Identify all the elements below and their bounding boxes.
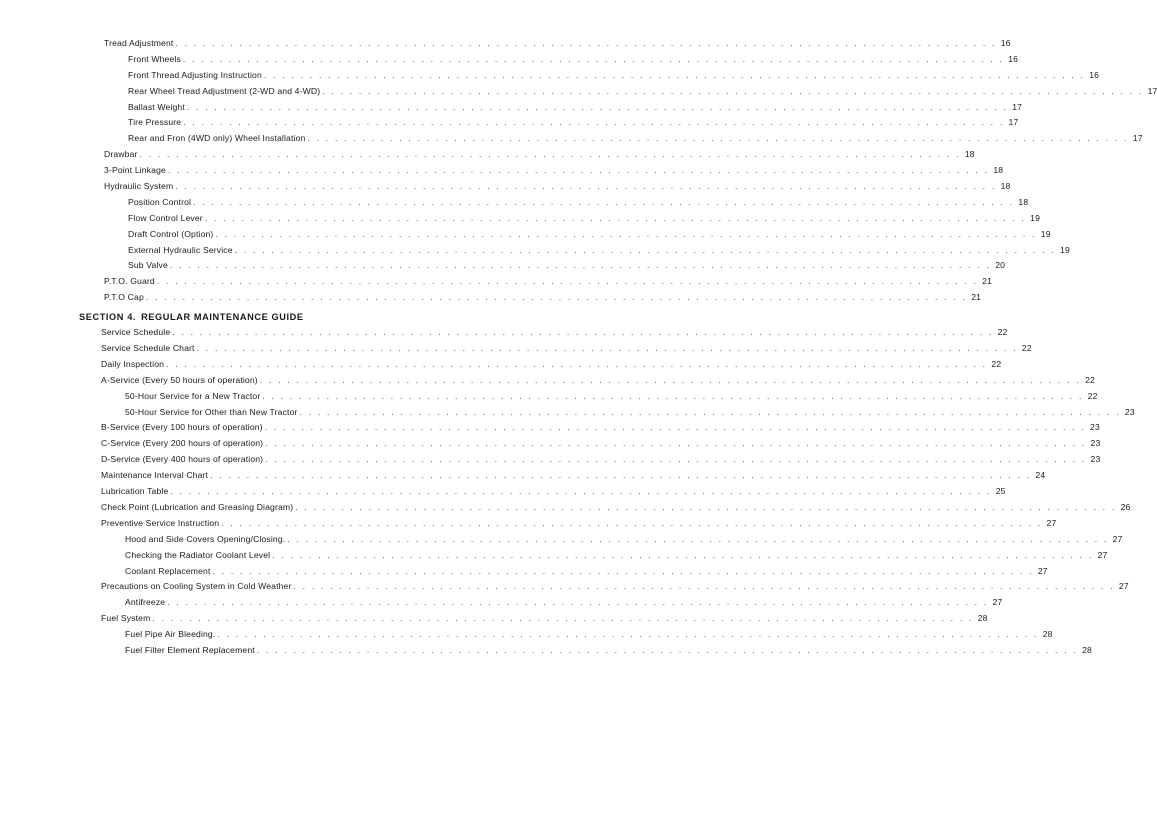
toc-entry-page-number: 27 [1046,517,1057,528]
toc-entry-title: Hood and Side Covers Opening/Closing. [125,533,286,544]
toc-entry [0,484,1006,500]
toc-entry-title: Fuel Pipe Air Bleeding. [125,629,216,640]
toc-entry-page-number: 23 [1090,422,1100,433]
toc-entry-page-number: 27 [1118,581,1129,592]
section-heading [0,306,612,325]
toc-entry [0,36,1011,52]
dot-leader: . . . . . . . . . . . . . . . . . . . . . . . . . . . . . . . . . . . . . . . . . . . . . . . . . . . . . . . . . . . . . . . . . . . . . . . . . . . . . . . . . . . . . . . . . . [212,565,1034,576]
dot-leader: . . . . . . . . . . . . . . . . . . . . . . . . . . . . . . . . . . . . . . . . . . . . . . . . . . . . . . . . . . . . . . . . . . . . . . . . . . . . . . . . . . . . . . . . . . [295,501,1117,512]
toc-entry-page-number: 19 [1040,228,1051,239]
dot-leader: . . . . . . . . . . . . . . . . . . . . . . . . . . . . . . . . . . . . . . . . . . . . . . . . . . . . . . . . . . . . . . . . . . . . . . . . . . . . . . . . . . . . . . . . . . [172,327,994,338]
dot-leader: . . . . . . . . . . . . . . . . . . . . . . . . . . . . . . . . . . . . . . . . . . . . . . . . . . . . . . . . . . . . . . . . . . . . . . . . . . . . . . . . . . . . . . . . . . [156,276,979,287]
toc-group-section3 [0,36,1157,306]
toc-entry-title: Rear and Fron (4WD only) Wheel Installation [128,133,306,144]
dot-leader: . . . . . . . . . . . . . . . . . . . . . . . . . . . . . . . . . . . . . . . . . . . . . . . . . . . . . . . . . . . . . . . . . . . . . . . . . . . . . . . . . . . . . . . . . . [215,228,1037,239]
toc-entry-page-number: 18 [964,149,975,160]
toc-entry-page-number: 27 [1112,533,1123,544]
toc-entry-page-number: 28 [1042,629,1053,640]
dot-leader: . . . . . . . . . . . . . . . . . . . . . . . . . . . . . . . . . . . . . . . . . . . . . . . . . . . . . . . . . . . . . . . . . . . . . . . . . . . . . . . . . . . . . . . . . . [234,244,1056,255]
dot-leader: . . . . . . . . . . . . . . . . . . . . . . . . . . . . . . . . . . . . . . . . . . . . . . . . . . . . . . . . . . . . . . . . . . . . . . . . . . . . . . . . . . . . . . . . . . [186,101,1009,112]
toc-entry-page-number: 27 [992,597,1003,608]
toc-entry [0,115,1019,131]
toc-entry-page-number: 21 [971,292,982,303]
dot-leader: . . . . . . . . . . . . . . . . . . . . . . . . . . . . . . . . . . . . . . . . . . . . . . . . . . . . . . . . . . . . . . . . . . . . . . . . . . . . . . . . . . . . . . . . . . [259,374,1081,385]
dot-leader: . . . . . . . . . . . . . . . . . . . . . . . . . . . . . . . . . . . . . . . . . . . . . . . . . . . . . . . . . . . . . . . . . . . . . . . . . . . . . . . . . . . . . . . . . . [196,343,1018,354]
toc-entry [0,163,1004,179]
toc-entry-title: Antifreeze [125,597,166,608]
toc-entry-title: Preventive Service Instruction [101,517,220,528]
toc-entry-title: Ballast Weight [128,101,185,112]
toc-entry-title: 50-Hour Service for Other than New Tractor [125,406,298,417]
toc-entry-title: Front Wheels [128,53,181,64]
toc-entry [0,68,1100,84]
toc-entry-page-number: 23 [1090,438,1101,449]
toc-entry [0,500,1131,516]
toc-entry-page-number: 24 [1035,470,1046,481]
toc-entry [0,258,1006,274]
toc-entry-page-number: 17 [1008,117,1019,128]
toc-entry [0,405,1135,421]
toc-entry [0,341,1032,357]
toc-entry-page-number: 16 [1089,69,1100,80]
toc-entry-title: Precautions on Cooling System in Cold Weather [101,581,292,592]
dot-leader: . . . . . . . . . . . . . . . . . . . . . . . . . . . . . . . . . . . . . . . . . . . . . . . . . . . . . . . . . . . . . . . . . . . . . . . . . . . . . . . . . . . . . . . . . . [145,292,968,303]
dot-leader: . . . . . . . . . . . . . . . . . . . . . . . . . . . . . . . . . . . . . . . . . . . . . . . . . . . . . . . . . . . . . . . . . . . . . . . . . . . . . . . . . . . . . . . . . . [322,85,1144,96]
section-title: REGULAR MAINTENANCE GUIDE [141,312,304,323]
toc-entry-title: Checking the Radiator Coolant Level [125,549,271,560]
toc-entry [0,564,1048,580]
toc-entry-title: A-Service (Every 50 hours of operation) [101,374,258,385]
toc-entry [0,325,1008,341]
dot-leader: . . . . . . . . . . . . . . . . . . . . . . . . . . . . . . . . . . . . . . . . . . . . . . . . . . . . . . . . . . . . . . . . . . . . . . . . . . . . . . . . . . . . . . . . . . [221,517,1043,528]
toc-entry-title: Front Thread Adjusting Instruction [128,69,262,80]
toc-entry [0,373,1095,389]
toc-entry-title: Drawbar [104,149,138,160]
toc-entry-page-number: 22 [1085,374,1095,385]
toc-entry-page-number: 17 [1012,101,1023,112]
toc-entry [0,274,993,290]
toc-entry [0,579,1129,595]
dot-leader: . . . . . . . . . . . . . . . . . . . . . . . . . . . . . . . . . . . . . . . . . . . . . . . . . . . . . . . . . . . . . . . . . . . . . . . . . . . . . . . . . . . . . . . . . . [166,358,988,369]
toc-entry-title: Hydraulic System [104,181,174,192]
toc-entry [0,595,1003,611]
dot-leader: . . . . . . . . . . . . . . . . . . . . . . . . . . . . . . . . . . . . . . . . . . . . . . . . . . . . . . . . . . . . . . . . . . . . . . . . . . . . . . . . . . . . . . . . . . [167,165,990,176]
dot-leader: . . . . . . . . . . . . . . . . . . . . . . . . . . . . . . . . . . . . . . . . . . . . . . . . . . . . . . . . . . . . . . . . . . . . . . . . . . . . . . . . . . . . . . . . . . [256,644,1078,655]
toc-entry [0,532,1123,548]
toc-entry-page-number: 27 [1097,549,1108,560]
dot-leader: . . . . . . . . . . . . . . . . . . . . . . . . . . . . . . . . . . . . . . . . . . . . . . . . . . . . . . . . . . . . . . . . . . . . . . . . . . . . . . . . . . . . . . . . . . [287,533,1109,544]
toc-entry-title: Draft Control (Option) [128,228,214,239]
toc-entry [0,357,1002,373]
toc-entry-page-number: 18 [1000,181,1011,192]
dot-leader: . . . . . . . . . . . . . . . . . . . . . . . . . . . . . . . . . . . . . . . . . . . . . . . . . . . . . . . . . . . . . . . . . . . . . . . . . . . . . . . . . . . . . . . . . . [170,486,992,497]
toc-entry [0,131,1143,147]
toc-entry [0,420,1100,436]
toc-entry-page-number: 28 [1082,644,1092,655]
toc-entry-page-number: 16 [1000,38,1011,48]
dot-leader: . . . . . . . . . . . . . . . . . . . . . . . . . . . . . . . . . . . . . . . . . . . . . . . . . . . . . . . . . . . . . . . . . . . . . . . . . . . . . . . . . . . . . . . . . . [169,260,992,271]
toc-entry [0,452,1101,468]
dot-leader: . . . . . . . . . . . . . . . . . . . . . . . . . . . . . . . . . . . . . . . . . . . . . . . . . . . . . . . . . . . . . . . . . . . . . . . . . . . . . . . . . . . . . . . . . . [204,212,1027,223]
toc-entry-page-number: 19 [1060,244,1070,255]
dot-leader: . . . . . . . . . . . . . . . . . . . . . . . . . . . . . . . . . . . . . . . . . . . . . . . . . . . . . . . . . . . . . . . . . . . . . . . . . . . . . . . . . . . . . . . . . . [265,454,1087,465]
toc-entry-page-number: 18 [993,165,1004,176]
toc-entry [0,389,1098,405]
toc-group-section4 [0,325,1135,659]
toc-entry [0,436,1101,452]
toc-entry-page-number: 21 [982,276,993,287]
toc-entry-title: Tread Adjustment [104,38,174,48]
dot-leader: . . . . . . . . . . . . . . . . . . . . . . . . . . . . . . . . . . . . . . . . . . . . . . . . . . . . . . . . . . . . . . . . . . . . . . . . . . . . . . . . . . . . . . . . . . [217,629,1039,640]
dot-leader: . . . . . . . . . . . . . . . . . . . . . . . . . . . . . . . . . . . . . . . . . . . . . . . . . . . . . . . . . . . . . . . . . . . . . . . . . . . . . . . . . . . . . . . . . . [272,549,1094,560]
dot-leader: . . . . . . . . . . . . . . . . . . . . . . . . . . . . . . . . . . . . . . . . . . . . . . . . . . . . . . . . . . . . . . . . . . . . . . . . . . . . . . . . . . . . . . . . . . [152,613,974,624]
dot-leader: . . . . . . . . . . . . . . . . . . . . . . . . . . . . . . . . . . . . . . . . . . . . . . . . . . . . . . . . . . . . . . . . . . . . . . . . . . . . . . . . . . . . . . . . . . [293,581,1115,592]
toc-entry [0,84,1157,100]
toc-entry-title: Daily Inspection [101,358,165,369]
toc-entry-title: Check Point (Lubrication and Greasing Diagram) [101,501,294,512]
toc-entry-page-number: 23 [1090,454,1101,465]
toc-entry-page-number: 23 [1124,406,1135,417]
dot-leader: . . . . . . . . . . . . . . . . . . . . . . . . . . . . . . . . . . . . . . . . . . . . . . . . . . . . . . . . . . . . . . . . . . . . . . . . . . . . . . . . . . . . . . . . . . [210,470,1032,481]
dot-leader: . . . . . . . . . . . . . . . . . . . . . . . . . . . . . . . . . . . . . . . . . . . . . . . . . . . . . . . . . . . . . . . . . . . . . . . . . . . . . . . . . . . . . . . . . . [193,196,1015,207]
toc-entry-title: Coolant Replacement [125,565,211,576]
toc-entry-page-number: 17 [1147,85,1157,96]
toc-entry-title: P.T.O Cap [104,292,144,303]
dot-leader: . . . . . . . . . . . . . . . . . . . . . . . . . . . . . . . . . . . . . . . . . . . . . . . . . . . . . . . . . . . . . . . . . . . . . . . . . . . . . . . . . . . . . . . . . . [262,390,1084,401]
toc-entry-page-number: 22 [1087,390,1098,401]
toc-entry-page-number: 19 [1030,212,1041,223]
dot-leader: . . . . . . . . . . . . . . . . . . . . . . . . . . . . . . . . . . . . . . . . . . . . . . . . . . . . . . . . . . . . . . . . . . . . . . . . . . . . . . . . . . . . . . . . . . [299,406,1121,417]
toc-entry-title: 50-Hour Service for a New Tractor [125,390,261,401]
toc-entry-page-number: 26 [1120,501,1131,512]
toc-entry [0,179,1011,195]
toc-entry [0,611,988,627]
toc-entry [0,227,1051,243]
toc-entry-page-number: 25 [995,486,1006,497]
toc-entry [0,100,1023,116]
toc-entry [0,627,1053,643]
toc-entry [0,548,1108,564]
dot-leader: . . . . . . . . . . . . . . . . . . . . . . . . . . . . . . . . . . . . . . . . . . . . . . . . . . . . . . . . . . . . . . . . . . . . . . . . . . . . . . . . . . . . . . . . . . [182,53,1005,64]
toc-entry-title: Fuel System [101,613,151,624]
toc-entry [0,52,1019,68]
dot-leader: . . . . . . . . . . . . . . . . . . . . . . . . . . . . . . . . . . . . . . . . . . . . . . . . . . . . . . . . . . . . . . . . . . . . . . . . . . . . . . . . . . . . . . . . . . [139,149,961,160]
toc-entry [0,516,1057,532]
dot-leader: . . . . . . . . . . . . . . . . . . . . . . . . . . . . . . . . . . . . . . . . . . . . . . . . . . . . . . . . . . . . . . . . . . . . . . . . . . . . . . . . . . . . . . . . . . [264,422,1086,433]
table-of-contents [0,36,1157,659]
toc-entry-page-number: 27 [1037,565,1048,576]
toc-entry-title: Maintenance Interval Chart [101,470,209,481]
toc-entry [0,468,1046,484]
toc-entry-page-number: 22 [991,358,1002,369]
toc-entry-title: External Hydraulic Service [128,244,233,255]
toc-entry-page-number: 18 [1018,196,1029,207]
dot-leader: . . . . . . . . . . . . . . . . . . . . . . . . . . . . . . . . . . . . . . . . . . . . . . . . . . . . . . . . . . . . . . . . . . . . . . . . . . . . . . . . . . . . . . . . . . [175,181,997,192]
toc-entry-title: Sub Valve [128,260,168,271]
toc-entry-page-number: 22 [1021,343,1032,354]
dot-leader: . . . . . . . . . . . . . . . . . . . . . . . . . . . . . . . . . . . . . . . . . . . . . . . . . . . . . . . . . . . . . . . . . . . . . . . . . . . . . . . . . . . . . . . . . . [175,38,997,48]
dot-leader: . . . . . . . . . . . . . . . . . . . . . . . . . . . . . . . . . . . . . . . . . . . . . . . . . . . . . . . . . . . . . . . . . . . . . . . . . . . . . . . . . . . . . . . . . . [263,69,1086,80]
toc-entry [0,211,1041,227]
toc-entry [0,195,1029,211]
dot-leader: . . . . . . . . . . . . . . . . . . . . . . . . . . . . . . . . . . . . . . . . . . . . . . . . . . . . . . . . . . . . . . . . . . . . . . . . . . . . . . . . . . . . . . . . . . [265,438,1087,449]
toc-entry [0,643,1092,659]
toc-entry-title: 3-Point Linkage [104,165,166,176]
toc-entry-page-number: 16 [1008,53,1019,64]
toc-entry-title: Flow Control Lever [128,212,203,223]
toc-entry [0,243,1070,259]
toc-entry-page-number: 20 [995,260,1006,271]
toc-entry-title: Position Control [128,196,192,207]
dot-leader: . . . . . . . . . . . . . . . . . . . . . . . . . . . . . . . . . . . . . . . . . . . . . . . . . . . . . . . . . . . . . . . . . . . . . . . . . . . . . . . . . . . . . . . . . . [183,117,1005,128]
toc-entry-title: Lubrication Table [101,486,169,497]
toc-entry-title: C-Service (Every 200 hours of operation) [101,438,264,449]
toc-entry-page-number: 17 [1132,133,1143,144]
toc-entry-title: Rear Wheel Tread Adjustment (2-WD and 4-WD) [128,85,321,96]
dot-leader: . . . . . . . . . . . . . . . . . . . . . . . . . . . . . . . . . . . . . . . . . . . . . . . . . . . . . . . . . . . . . . . . . . . . . . . . . . . . . . . . . . . . . . . . . . [167,597,989,608]
toc-entry-title: Service Schedule Chart [101,343,195,354]
dot-leader: . . . . . . . . . . . . . . . . . . . . . . . . . . . . . . . . . . . . . . . . . . . . . . . . . . . . . . . . . . . . . . . . . . . . . . . . . . . . . . . . . . . . . . . . . . [307,133,1129,144]
toc-entry [0,290,982,306]
toc-entry-title: P.T.O. Guard [104,276,155,287]
toc-entry-page-number: 28 [977,613,988,624]
toc-entry-title: Service Schedule [101,327,171,338]
toc-entry-title: Tire Pressure [128,117,182,128]
section-number: SECTION 4. [79,312,137,323]
toc-entry-page-number: 22 [997,327,1008,338]
toc-entry-title: B-Service (Every 100 hours of operation) [101,422,263,433]
toc-entry-title: D-Service (Every 400 hours of operation) [101,454,264,465]
toc-entry-title: Fuel Filter Element Replacement [125,644,255,655]
toc-entry [0,147,975,163]
